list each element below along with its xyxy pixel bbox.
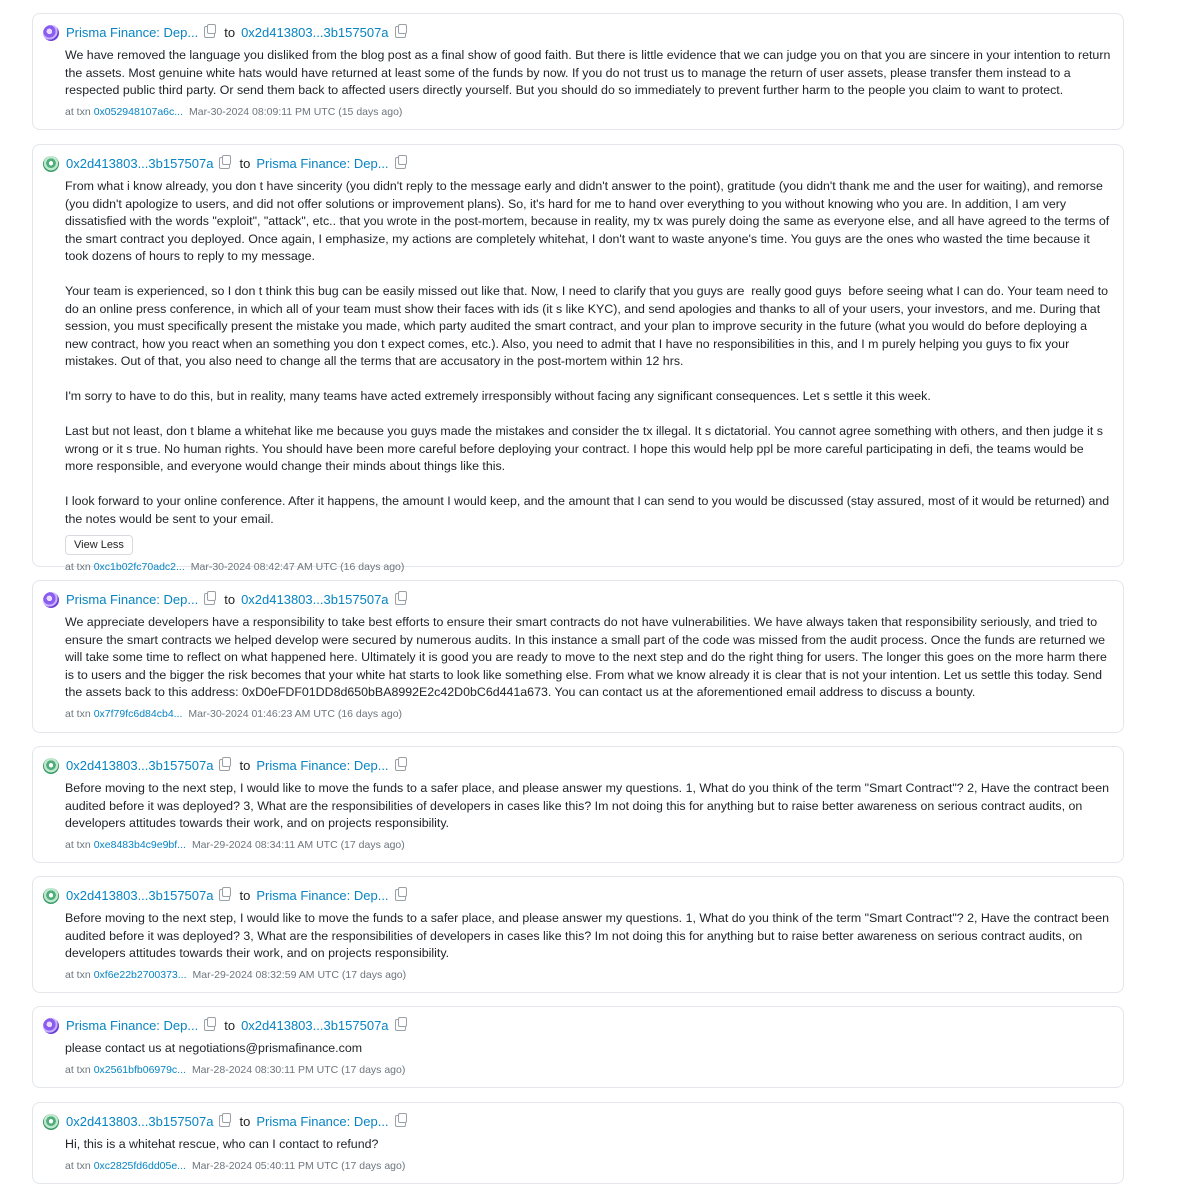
message-meta xyxy=(65,1062,1113,1078)
message-header xyxy=(43,155,1113,173)
view-less-button[interactable]: View Less xyxy=(65,535,133,555)
hacker-avatar-icon xyxy=(43,888,59,904)
hacker-avatar-icon xyxy=(43,758,59,774)
copy-icon[interactable] xyxy=(204,593,215,605)
message-card xyxy=(32,1102,1124,1184)
message-text: please contact us at negotiations@prismafinance.com xyxy=(65,1041,363,1055)
at-txn-label: at txn xyxy=(65,707,91,720)
hacker-avatar-icon xyxy=(43,156,59,172)
at-txn-label: at txn xyxy=(65,968,91,981)
copy-icon[interactable] xyxy=(395,157,406,169)
to-address-link[interactable]: Prisma Finance: Dep... xyxy=(256,1114,389,1129)
message-card xyxy=(32,580,1124,733)
message-text: Before moving to the next step, I would like to move the funds to a safer place, and please answer my questions. 1, What do you think of the term "Smart Contract"? 2, Have the contract been audited before it was deployed? 3, What are the responsibilities of developers in cases like this? Im not doing this for anything but to raise better awareness on serious contract audits, on developers attitudes towards their work, and on projects responsibility. xyxy=(65,781,1113,830)
copy-icon[interactable] xyxy=(395,593,406,605)
to-label: to xyxy=(239,888,251,903)
message-meta xyxy=(65,1158,1113,1174)
from-address-link[interactable]: 0x2d413803...3b157507a xyxy=(66,1114,214,1129)
to-address-link[interactable]: Prisma Finance: Dep... xyxy=(256,888,389,903)
from-address-link[interactable]: Prisma Finance: Dep... xyxy=(66,1018,199,1033)
timestamp: Mar-30-2024 08:09:11 PM UTC (15 days ago) xyxy=(189,105,403,118)
txn-hash-link[interactable]: 0xc2825fd6dd05e... xyxy=(93,1159,186,1172)
message-header xyxy=(43,24,1113,42)
message-header xyxy=(43,887,1113,905)
to-label: to xyxy=(224,592,236,607)
to-address-link[interactable]: Prisma Finance: Dep... xyxy=(256,758,389,773)
message-header xyxy=(43,1017,1113,1035)
txn-hash-link[interactable]: 0xe8483b4c9e9bf... xyxy=(93,838,186,851)
message-text: We have removed the language you disliked from the blog post as a final show of good faith. But there is little evidence that we can judge you on that you are sincere in your intention to return the assets. Most genuine white hats would have returned at least some of the funds by now. If you do not trust us to manage the return of user assets, please transfer them instead to a respected public third party. Or send them back to affected users directly yourself. But you should do so immediately to prevent further harm to the people you claim to want to protect. xyxy=(65,48,1114,97)
txn-hash-link[interactable]: 0x2561bfb06979c... xyxy=(93,1063,186,1076)
copy-icon[interactable] xyxy=(395,26,406,38)
hacker-avatar-icon xyxy=(43,1114,59,1130)
timestamp: Mar-29-2024 08:34:11 AM UTC (17 days ago) xyxy=(191,838,405,851)
message-header xyxy=(43,591,1113,609)
copy-icon[interactable] xyxy=(219,157,230,169)
at-txn-label: at txn xyxy=(65,561,91,573)
message-meta xyxy=(65,706,1113,722)
message-card xyxy=(32,746,1124,863)
to-label: to xyxy=(239,1114,251,1129)
to-label: to xyxy=(224,25,236,40)
timestamp: Mar-28-2024 08:30:11 PM UTC (17 days ago) xyxy=(191,1063,406,1076)
timestamp: Mar-28-2024 05:40:11 PM UTC (17 days ago) xyxy=(191,1159,406,1172)
message-card xyxy=(32,876,1124,993)
to-address-link[interactable]: Prisma Finance: Dep... xyxy=(256,156,389,171)
timestamp: Mar-30-2024 08:42:47 AM UTC (16 days ago) xyxy=(190,561,405,573)
to-address-link[interactable]: 0x2d413803...3b157507a xyxy=(241,1018,389,1033)
txn-hash-link[interactable]: 0xc1b02fc70adc2... xyxy=(93,561,185,573)
timestamp: Mar-29-2024 08:32:59 AM UTC (17 days ago) xyxy=(192,968,407,981)
copy-icon[interactable] xyxy=(395,889,406,901)
to-address-link[interactable]: 0x2d413803...3b157507a xyxy=(241,25,389,40)
message-header xyxy=(43,757,1113,775)
from-address-link[interactable]: Prisma Finance: Dep... xyxy=(66,592,199,607)
to-label: to xyxy=(239,156,251,171)
to-label: to xyxy=(224,1018,236,1033)
prisma-avatar-icon xyxy=(43,592,59,608)
from-address-link[interactable]: Prisma Finance: Dep... xyxy=(66,25,199,40)
txn-hash-link[interactable]: 0x7f79fc6d84cb4... xyxy=(93,707,183,720)
copy-icon[interactable] xyxy=(204,1019,215,1031)
from-address-link[interactable]: 0x2d413803...3b157507a xyxy=(66,758,214,773)
message-card xyxy=(32,144,1124,573)
at-txn-label: at txn xyxy=(65,105,91,118)
txn-hash-link[interactable]: 0x052948107a6c... xyxy=(93,105,184,118)
at-txn-label: at txn xyxy=(65,838,91,851)
message-text: Before moving to the next step, I would like to move the funds to a safer place, and please answer my questions. 1, What do you think of the term "Smart Contract"? 2, Have the contract been audited before it was deployed? 3, What are the responsibilities of developers in cases like this? Im not doing this for anything but to raise better awareness on serious contract audits, on developers attitudes towards their work, and on projects responsibility. xyxy=(65,911,1113,960)
at-txn-label: at txn xyxy=(65,1159,91,1172)
message-meta xyxy=(65,559,1113,575)
copy-icon[interactable] xyxy=(219,889,230,901)
message-meta xyxy=(65,104,1113,120)
prisma-avatar-icon xyxy=(43,25,59,41)
timestamp: Mar-30-2024 01:46:23 AM UTC (16 days ago) xyxy=(188,707,403,720)
to-address-link[interactable]: 0x2d413803...3b157507a xyxy=(241,592,389,607)
copy-icon[interactable] xyxy=(219,1115,230,1127)
prisma-avatar-icon xyxy=(43,1018,59,1034)
message-text: From what i know already, you don t have sincerity (you didn't reply to the message early and didn't answer to the point), gratitude (you didn't thank me and the user for waiting), and remorse (you didn't apologize to users, and did not offer solutions or improvement plans). So, it's hard for me to hand over everything to you without knowing who you are. In addition, I am very dissatisfied with the words "exploit", "attack", etc.. that you wrote in the post-mortem, because in reality, my tx was purely doing the same as everyone else, and all have agreed to the terms of the smart contract you deployed. Once again, I emphasize, my actions are completely whitehat, I don't want to waste anyone's time. You guys are the ones who wasted the time because it took dozens of hours to reply to my message. Your team is experienced, so I don t think this bug can be easily missed out like that. Now, I need to clarify that you guys are really good guys before seeing what I can do. Your team need to do an online press conference, in which all of your team must show their faces with ids (it s like KYC), and send apologies and thanks to all of your users, your investors, and me. During that session, you must specifically present the mistake you made, which party audited the smart contract, and your plan to improve security in the future (what you would do before deploying a new contract, how you react when an something you don t expect comes, etc.). Also, you need to admit that I have no responsibilities in this, and I m purely helping you guys to fix your mistakes. Out of that, you also need to change all the terms that are accusatory in the post-mortem within 12 hrs. I'm sorry to have to do this, but in reality, many teams have acted extremely irresponsibly without facing any significant consequences. Let s settle it this week. Last but not least, don t blame a whitehat like me because you guys made the mistakes and consider the tx illegal. It s dictatorial. You cannot agree something with others, and then judge it s wrong or it s true. No human rights. You should have been more careful before deploying your contract. I hope this would help ppl be more careful participating in defi, the teams would be more responsible, and everyone would change their minds about things like this. I look forward to your online conference. After it happens, the amount I would keep, and the amount that I can send to you would be discussed (stay assured, most of it would be returned) and the notes would be sent to your email. xyxy=(65,179,1110,526)
message-card xyxy=(32,1006,1124,1088)
to-label: to xyxy=(239,758,251,773)
message-text: We appreciate developers have a responsibility to take best efforts to ensure their smart contracts do not have vulnerabilities. We have always taken that responsibility seriously, and tried to ensure the smart contracts we helped develop were secured by numerous audits. In this instance a small part of the code was missed from the audit process. Once the funds are returned we will take some time to reflect on what happened here. Ultimately it is good you are ready to move to the next step and do the right thing for users. The longer this goes on the more harm there is to users and the bigger the risk becomes that your white hat starts to look like something else. From what we know already it is clear that is not your intention. Let us settle this today. Send the assets back to this address: 0xD0eFDF01DD8d650bBA8992E2c42D0bC6d441a673. You can contact us at the aforementioned email address to discuss a bounty. xyxy=(65,615,1111,699)
message-text: Hi, this is a whitehat rescue, who can I contact to refund? xyxy=(65,1137,379,1151)
message-card xyxy=(32,13,1124,130)
message-meta xyxy=(65,967,1113,983)
copy-icon[interactable] xyxy=(395,759,406,771)
copy-icon[interactable] xyxy=(219,759,230,771)
copy-icon[interactable] xyxy=(204,26,215,38)
copy-icon[interactable] xyxy=(395,1019,406,1031)
message-header xyxy=(43,1113,1113,1131)
from-address-link[interactable]: 0x2d413803...3b157507a xyxy=(66,888,214,903)
message-meta xyxy=(65,837,1113,853)
from-address-link[interactable]: 0x2d413803...3b157507a xyxy=(66,156,214,171)
copy-icon[interactable] xyxy=(395,1115,406,1127)
at-txn-label: at txn xyxy=(65,1063,91,1076)
txn-hash-link[interactable]: 0xf6e22b2700373... xyxy=(93,968,187,981)
